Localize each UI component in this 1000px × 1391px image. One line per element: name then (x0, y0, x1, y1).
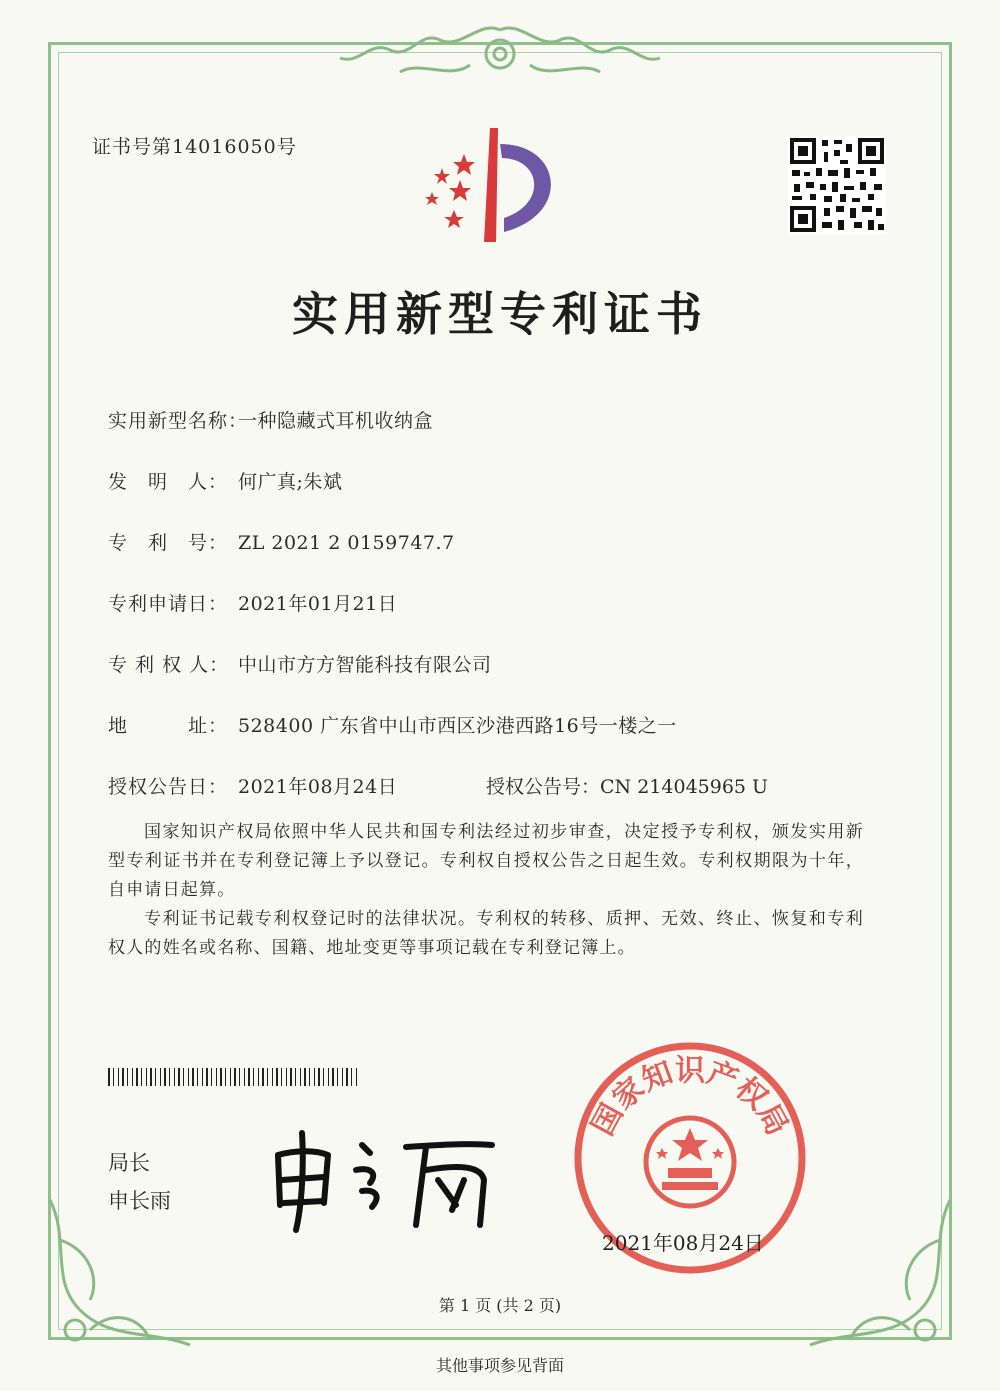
field-address (108, 711, 677, 738)
field-label: 专 利 权 人： (108, 654, 230, 676)
field-value: ZL 2021 2 0159747.7 (238, 532, 455, 554)
director-title: 局长 (108, 1151, 150, 1175)
certificate-number: 证书号第14016050号 (92, 136, 297, 158)
field-utility-model-name (108, 406, 433, 433)
seal-text: 国家知识产权局 (585, 1053, 795, 1142)
field-patentee (108, 650, 492, 677)
field-patent-number (108, 528, 455, 555)
director-signature-icon (266, 1125, 506, 1235)
field-label: 实用新型名称： (108, 410, 249, 432)
field-value: 528400 广东省中山市西区沙港西路16号一楼之一 (238, 715, 677, 737)
patent-office-logo-icon (412, 124, 572, 252)
field-grant-date (108, 772, 397, 799)
field-inventor (108, 467, 342, 494)
paragraph-grant-statement: 国家知识产权局依照中华人民共和国专利法经过初步审查，决定授予专利权，颁发实用新型专利证书并在专利登记簿上予以登记。专利权自授权公告之日起生效。专利权期限为十年，自申请日起算。 (108, 822, 864, 900)
page-number: 第 1 页 (共 2 页) (438, 1296, 562, 1315)
certificate-title: 实用新型专利证书 (292, 287, 708, 341)
field-value: 一种隐藏式耳机收纳盒 (238, 410, 434, 432)
qr-code-icon (788, 136, 886, 234)
seal-date: 2021年08月24日 (602, 1231, 764, 1255)
field-value: 2021年08月24日 (238, 776, 398, 798)
field-application-date (108, 589, 397, 616)
back-note: 其他事项参见背面 (435, 1356, 564, 1375)
paragraph-legal-status: 专利证书记载专利权登记时的法律状况。专利权的转移、质押、无效、终止、恢复和专利权人的姓名或名称、国籍、地址变更等事项记载在专利登记簿上。 (108, 909, 864, 958)
field-label: 专利申请日： (108, 593, 229, 615)
field-value: 中山市方方智能科技有限公司 (238, 654, 492, 676)
field-label: 授权公告日： (108, 776, 229, 798)
field-label: 专 利 号： (108, 532, 229, 554)
field-label: 授权公告号： (486, 776, 601, 798)
director-name: 申长雨 (108, 1189, 171, 1213)
top-ornament-icon (330, 20, 670, 84)
field-label: 发 明 人： (108, 471, 229, 493)
field-value: 何广真;朱斌 (238, 471, 343, 493)
field-value: 2021年01月21日 (238, 593, 398, 615)
corner-ornament-right-icon (790, 1180, 970, 1360)
field-value: CN 214045965 U (600, 776, 769, 798)
field-announcement-number (486, 772, 768, 799)
field-label: 地 址： (108, 715, 229, 737)
barcode-icon (108, 1068, 362, 1086)
